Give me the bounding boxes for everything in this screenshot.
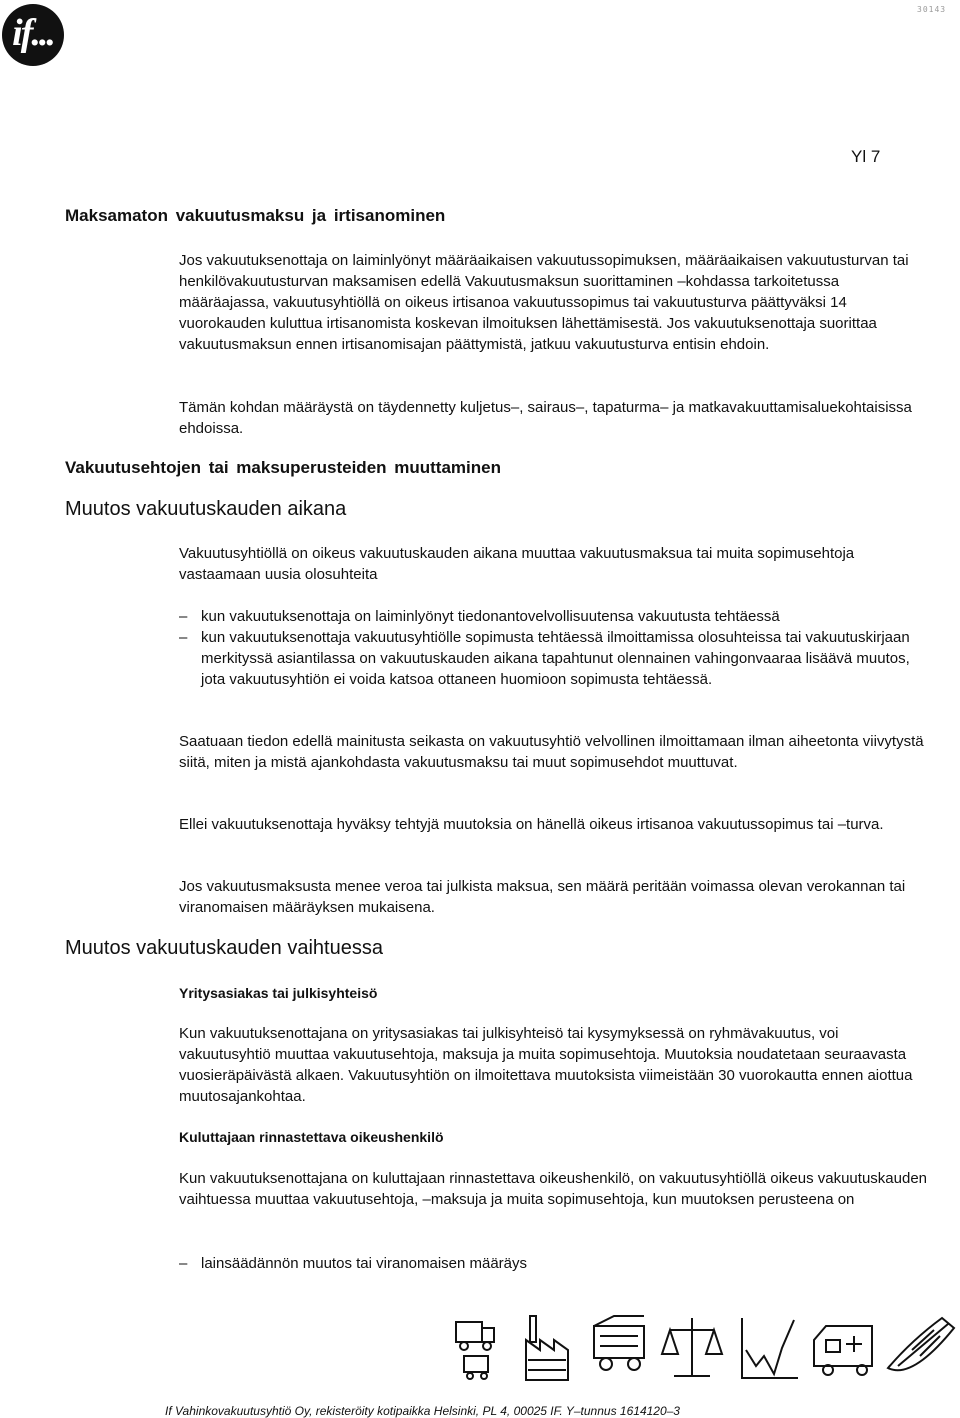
scales-icon: [662, 1318, 722, 1376]
paragraph-right-to-change: Vakuutusyhtiöllä on oikeus vakuutuskauden aikana muuttaa vakuutusmaksua tai muita sopimusehtoja vastaamaan uusia olosuhteita: [179, 545, 855, 583]
stock-chart-icon: [742, 1318, 798, 1378]
subheading-business-customer: Yritysasiakas tai julkisyhteisö: [179, 985, 378, 1001]
dash-bullet: –: [179, 629, 188, 646]
paragraph-tax: Jos vakuutusmaksusta menee veroa tai julkista maksua, sen määrä peritään voimassa olevan verokannan tai viranomaisen määräyksen mukaisena.: [179, 878, 906, 916]
page-number: 30143: [917, 5, 947, 14]
list-item-text: kun vakuutuksenottaja vakuutusyhtiölle sopimusta tehtäessä ilmoittamissa olosuhteissa tai vakuutuskirjaan merkityssä asiantilassa on vakuutuskauden aikana tapahtunut olennainen vahingonvaaraa lisäävä muutos, jota vakuutusyhtiön ei voida katsoa ottaneen huomioon sopimusta tehtäessä.: [201, 629, 910, 688]
list-item-text: lainsäädännön muutos tai viranomaisen määräys: [201, 1255, 528, 1272]
list-item: [179, 606, 931, 627]
subheading-during-period: Muutos vakuutuskauden aikana: [65, 498, 347, 520]
paragraph-business-customer: Kun vakuutuksenottajana on yritysasiakas tai julkisyhteisö tai kysymyksessä on ryhmävakuutus, voi vakuutusyhtiö muuttaa vakuutusehtoja, maksuja ja muita sopimusehtoja. Muutoksia noudatetaan seuraavasta vuosieräpäivästä alkaen. Vakuutusyhtiön on ilmoitettava muutoksista viimeistään 30 vuorokautta ennen aiottua muutosajankohtaa.: [179, 1025, 913, 1105]
factory-icon: [526, 1316, 568, 1380]
list-item-text: kun vakuutuksenottaja on laiminlyönyt tiedonantovelvollisuutensa vakuutusta tehtäessä: [201, 608, 780, 625]
document-id: Yl 7: [851, 147, 881, 166]
dash-bullet: –: [179, 608, 188, 625]
boat-icon: [888, 1318, 954, 1370]
subheading-consumer-like-entity: Kuluttajaan rinnastettava oikeushenkilö: [179, 1129, 444, 1145]
paragraph-termination: Jos vakuutuksenottaja on laiminlyönyt määräaikaisen vakuutussopimuksen, määräaikaisen vakuutusturvan tai henkilövakuutusturvan maksamisen edellä Vakuutusmaksun suorittaminen –kohdassa tarkoitetussa määräajassa, vakuutusyhtiöllä on oikeus irtisanoa vakuutussopimus tai vakuutusturva päättyväksi 14 vuorokauden kuluttua irtisanomista koskevan ilmoituksen lähettämisestä. Jos vakuutuksenottaja suorittaa vakuutusmaksun ennen irtisanomisajan päättymistä, jatkuu vakuutusturva entisin ehdoin.: [179, 252, 909, 353]
fire-truck-icon: [594, 1316, 644, 1370]
paragraph-consumer-like-entity: Kun vakuutuksenottajana on kuluttajaan rinnastettava oikeushenkilö, on vakuutusyhtiöllä oikeus vakuutuskauden vaihtuessa muuttaa vakuutusehtoja, –maksuja ja muita sopimusehtoja, kun muutoksen perusteena on: [179, 1170, 928, 1208]
footer-icons: [442, 1310, 960, 1390]
list-item: [179, 627, 931, 690]
section-heading-terms-change: Vakuutusehtojen tai maksuperusteiden muuttaminen: [65, 458, 501, 477]
if-logo: if...: [2, 4, 64, 66]
paragraph-notification: Saatuaan tiedon edellä mainitusta seikasta on vakuutusyhtiö velvollinen ilmoittamaan ilman aiheetonta viivytystä siitä, miten ja mistä ajankohdasta vakuutusmaksu tai muut sopimusehdot muuttuvat.: [179, 733, 924, 771]
truck-icon: [456, 1322, 494, 1379]
paragraph-refusal: Ellei vakuutuksenottaja hyväksy tehtyjä muutoksia on hänellä oikeus irtisanoa vakuutussopimus tai –turva.: [179, 816, 884, 833]
list-item: [179, 1253, 931, 1274]
dash-bullet: –: [179, 1255, 188, 1272]
ambulance-icon: [814, 1326, 872, 1375]
paragraph-supplement: Tämän kohdan määräystä on täydennetty kuljetus–, sairaus–, tapaturma– ja matkavakuuttamisaluekohtaisissa ehdoissa.: [179, 399, 912, 437]
subheading-period-change: Muutos vakuutuskauden vaihtuessa: [65, 937, 383, 959]
section-heading-unpaid-premium: Maksamaton vakuutusmaksu ja irtisanominen: [65, 206, 446, 225]
footer-company-info: If Vahinkovakuutusyhtiö Oy, rekisteröity kotipaikka Helsinki, PL 4, 00025 IF. Y–tunnus 1614120–3: [165, 1404, 680, 1418]
